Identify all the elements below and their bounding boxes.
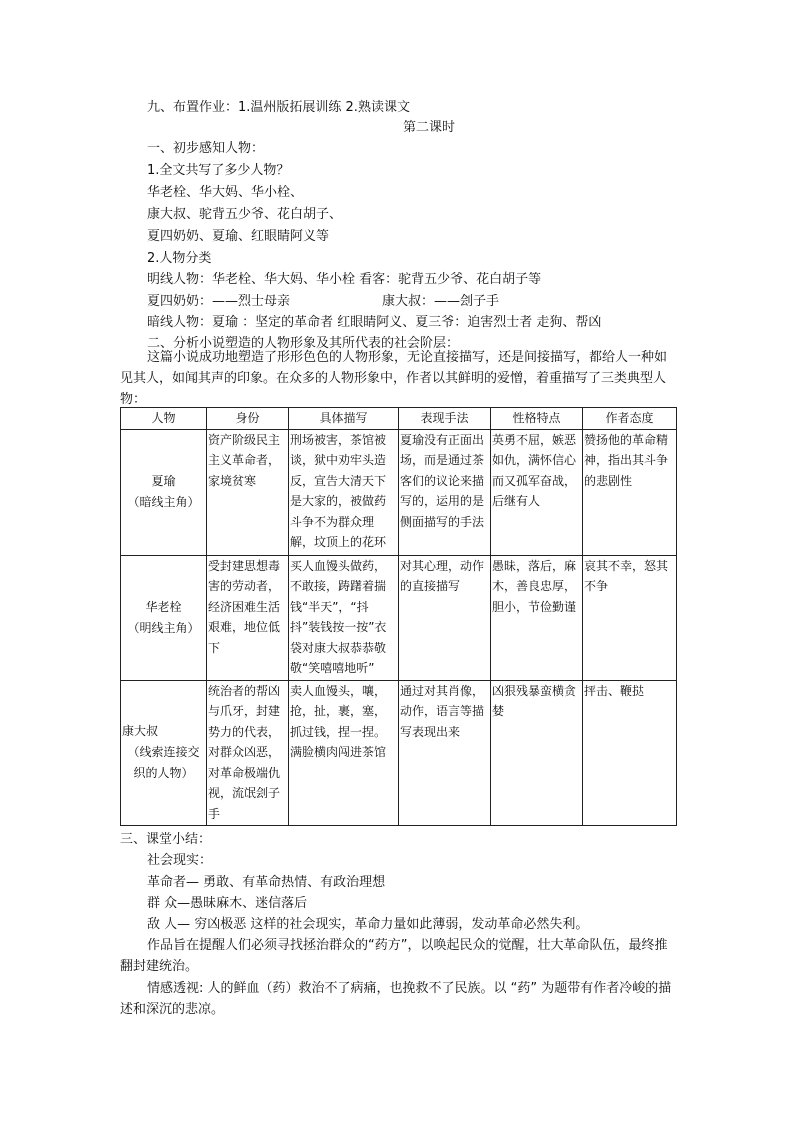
trait-cell: 凶狠残暴蛮横贪婪 [491,680,583,825]
identity-cell: 资产阶级民主主义革命者，家境贫寒 [207,429,289,555]
table-header-row [121,408,677,430]
character-line-1: 华老栓、华大妈、华小栓、 [147,185,304,200]
header-description: 具体描写 [289,408,399,430]
intro-paragraph: 这篇小说成功地塑造了形形色色的人物形象，无论直接描写，还是间接描写，都给人一种如见其人，如闻其声的印象。在众多的人物形象中，作者以其鲜明的爱憎，着重描写了三类典型人物： [120,350,668,407]
xia-si-nainai-line: 夏四奶奶：——烈士母亲 [147,294,291,309]
trait-cell: 愚昧，落后，麻木，善良忠厚，胆小，节俭勤谨 [491,555,583,680]
emotion-paragraph: 情感透视: 人的鲜血（药）救治不了病痛，也挽救不了民族。以 “药” 为题带有作者冷峻的描述和深沉的悲凉。 [120,981,672,1017]
trait-cell: 英勇不屈，嫉恶如仇，满怀信心而又孤军奋战，后继有人 [491,429,583,555]
character-role: （暗线主角） [127,495,200,509]
technique-cell: 通过对其肖像，动作，语言等描写表现出来 [399,680,491,825]
header-attitude: 作者态度 [583,408,677,430]
kang-dashu-line: 康大叔：——刽子手 [382,294,500,309]
lesson-heading: 第二课时 [403,120,456,135]
technique-cell: 对其心理，动作的直接描写 [399,555,491,680]
character-name: 康大叔 [122,724,159,738]
explicit-line-characters: 明线人物：华老栓、华大妈、华小栓 看客：驼背五少爷、花白胡子等 [147,272,542,287]
technique-cell: 夏瑜没有正面出场，而是通过茶客们的议论来描写的，运用的是侧面描写的手法 [399,429,491,555]
identity-cell: 受封建思想毒害的劳动者，经济困难生活艰难，地位低下 [207,555,289,680]
question-2: 2.人物分类 [147,251,212,266]
table-row [121,555,677,680]
attitude-cell: 抨击、鞭挞 [583,680,677,825]
character-line-2: 康大叔、驼背五少爷、花白胡子、 [147,207,343,222]
header-trait: 性格特点 [491,408,583,430]
section-2-heading: 二、分析小说塑造的人物形象及其所代表的社会阶层： [147,336,460,351]
character-name: 华老栓 [145,599,182,614]
masses-line: 群 众—愚昧麻木、迷信落后 [147,896,308,911]
character-name: 夏瑜 [151,474,176,488]
description-cell: 买人血馒头做药，不敢接，踌躇着揣钱“半天”，“抖抖”装钱按一按”衣袋对康大叔恭恭敬敬“笑嘻嘻地听” [289,555,399,680]
attitude-cell: 哀其不幸，怒其不争 [583,555,677,680]
character-role: （线索连接交织的人物） [127,745,200,780]
section-1-heading: 一、初步感知人物： [147,141,265,156]
row-character-cell [121,429,207,555]
description-cell: 卖人血馒头，嚷，抢，扯，裹，塞，抓过钱，捏一捏。满脸横肉闯进茶馆 [289,680,399,825]
aim-paragraph: 作品旨在提醒人们必须寻找拯治群众的“药方”，以唤起民众的觉醒，壮大革命队伍，最终推翻封建统治。 [120,938,668,974]
description-cell: 刑场被害，茶馆被谈，狱中劝牢头造反，宣告大清天下是大家的，被做药斗争不为群众理解，坟顶上的花环 [289,429,399,555]
revolutionary-line: 革命者— 勇敢、有革命热情、有政治理想 [147,875,386,890]
identity-cell: 统治者的帮凶与爪牙，封建势力的代表，对群众凶恶，对革命极端仇视，流氓刽子手 [207,680,289,825]
header-identity: 身份 [207,408,289,430]
character-table [120,407,677,826]
header-technique: 表现手法 [399,408,491,430]
row-character-cell [121,680,207,825]
table-row [121,429,677,555]
row-character-cell [121,555,207,680]
enemy-line: 敌 人— 穷凶极恶 这样的社会现实，革命力量如此薄弱，发动革命必然失利。 [147,917,589,932]
character-line-3: 夏四奶奶、夏瑜、红眼睛阿义等 [147,229,330,244]
attitude-cell: 赞扬他的革命精神，指出其斗争的悲剧性 [583,429,677,555]
implicit-line-characters: 暗线人物：夏瑜 ：坚定的革命者 红眼睛阿义、夏三爷：迫害烈士者 走狗、帮凶 [147,315,602,330]
question-1: 1.全文共写了多少人物？ [147,163,290,178]
section-3-heading: 三、课堂小结： [120,832,212,847]
social-reality-label: 社会现实： [147,853,213,868]
header-character: 人物 [121,408,207,430]
character-role: （明线主角） [127,620,200,635]
homework-line: 九、布置作业：1.温州版拓展训练 2.熟读课文 [147,100,410,115]
table-row [121,680,677,825]
